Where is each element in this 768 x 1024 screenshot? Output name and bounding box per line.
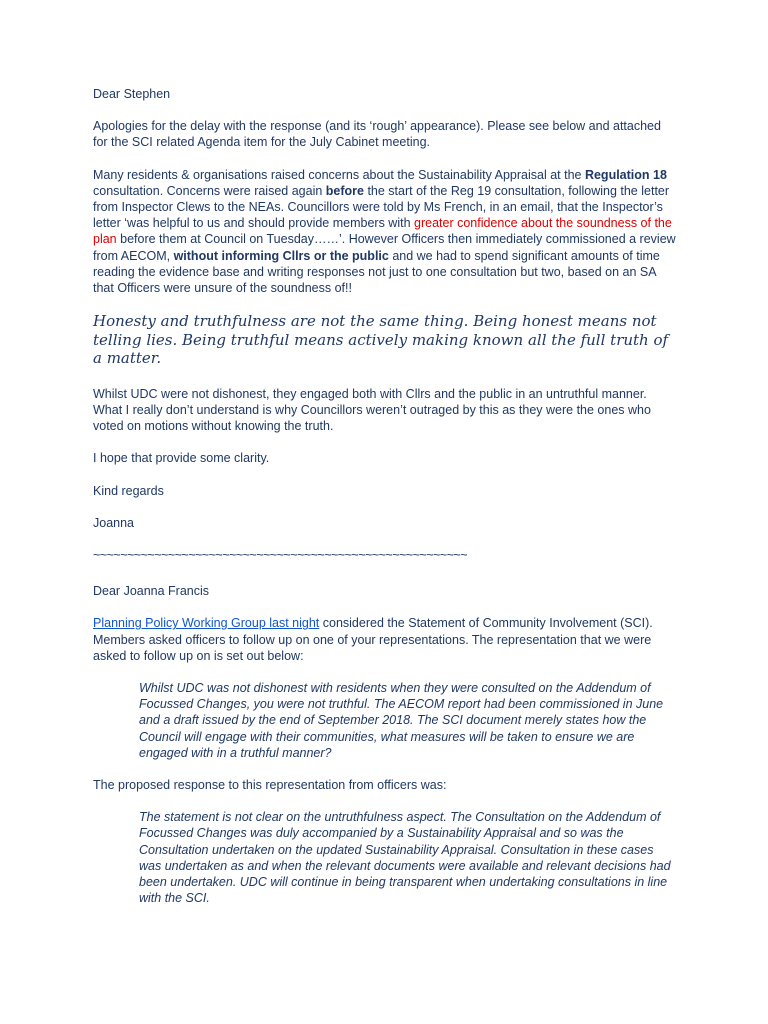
tilde-separator: ~~~~~~~~~~~~~~~~~~~~~~~~~~~~~~~~~~~~~~~~~~~~~~~~~~~~~~~ (93, 547, 467, 562)
regulation-18-bold: Regulation 18 (584, 167, 667, 182)
greater-confidence-red: greater confidence about the soundness of the plan (93, 216, 672, 247)
ppwg-text: considered the Statement of Community Involvement (SCI). Members asked officers to follow up on one of your representations. The representation that we were asked to follow up on is set out below: (93, 616, 653, 663)
representation-quote: Whilst UDC was not dishonest with residents when they were consulted on the Addendum of Focussed Changes, you were not truthful. The AECOM report had been commissioned in June and a draft issued by the end of September 2018. The SCI document merely states how the Council will engage with their communities, what measures will be taken to ensure we are engaged with in a truthful manner? (139, 680, 664, 760)
sign-off: Kind regards (93, 483, 164, 498)
ppwg-paragraph (93, 615, 676, 664)
concerns-text-1: Many residents & organisations raised concerns about the Sustainability Appraisal at the (93, 167, 585, 182)
salutation-stephen: Dear Stephen (93, 87, 171, 101)
apology-paragraph: Apologies for the delay with the response (and its ‘rough’ appearance). Please see below and attached for the SCI related Agenda item for the July Cabinet meeting. (93, 119, 661, 150)
signature: Joanna (93, 515, 135, 530)
concerns-text-5: and we had to spend significant amounts of time reading the evidence base and writing responses not just to one consultation but two, based on an SA that Officers were unsure of the soundness of!! (93, 248, 660, 296)
before-bold: before (325, 183, 364, 198)
officer-response-quote: The statement is not clear on the untruthfulness aspect. The Consultation on the Addendum of Focussed Changes was duly accompanied by a Sustainability Appraisal and so was the Consultation undertaken on the updated Sustainability Appraisal. Consultation in these cases was undertaken as and when the relevant documents were available and relevant decisions had been undertaken. UDC will continue in being transparent when undertaking consultations in line with the SCI. (139, 810, 671, 906)
concerns-paragraph (93, 167, 676, 297)
concerns-text-4: before them at Council on Tuesday……’. However Officers then immediately commissioned a review from AECOM, (93, 232, 676, 263)
ppwg-link[interactable]: Planning Policy Working Group last night (93, 616, 320, 631)
without-informing-bold: without informing Cllrs or the public (173, 248, 389, 263)
salutation-joanna: Dear Joanna Francis (93, 584, 210, 599)
clarity-paragraph: I hope that provide some clarity. (93, 451, 270, 466)
concerns-text-3: the start of the Reg 19 consultation, following the letter from Inspector Clews to the NEAs. Councillors were told by Ms French, in an email, that the Inspector’s letter ‘was helpful to us and should provide members with (93, 183, 670, 231)
untruthful-paragraph: Whilst UDC were not dishonest, they engaged both with Cllrs and the public in an untruthful manner. What I really don’t understand is why Councillors weren’t outraged by this as they were the ones who voted on motions without knowing the truth. (93, 386, 651, 434)
concerns-text-2: consultation. Concerns were raised again (93, 183, 326, 198)
honesty-quote: Honesty and truthfulness are not the same thing. Being honest means not telling lies. Being truthful means actively making known all the full truth of a matter. (93, 312, 669, 368)
document-page (93, 86, 676, 922)
response-intro: The proposed response to this representation from officers was: (93, 777, 447, 792)
